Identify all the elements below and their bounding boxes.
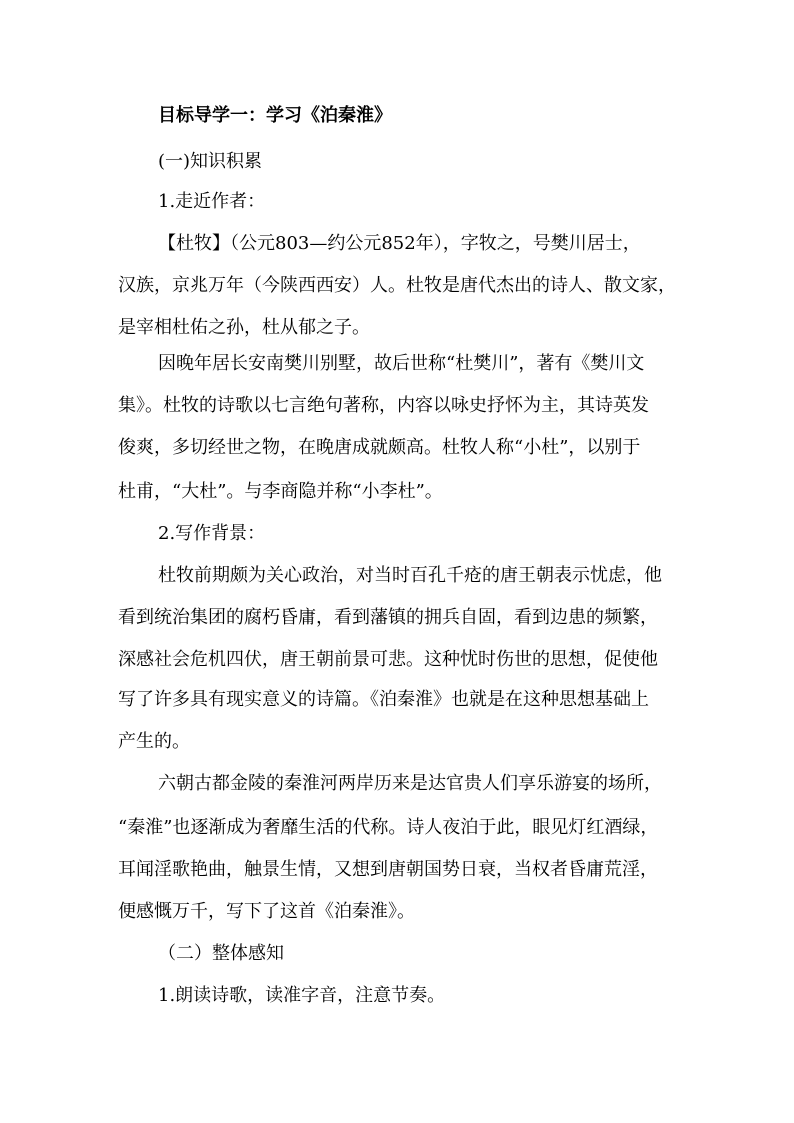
paragraph-line: 看到统治集团的腐朽昏庸，看到藩镇的拥兵自固，看到边患的频繁，: [118, 607, 658, 628]
section-heading: 目标导学一：学习《泊秦淮》: [158, 105, 392, 126]
item-title: 1.朗读诗歌，读准字音，注意节奏。: [158, 985, 446, 1006]
paragraph-line: 产生的。: [118, 731, 190, 752]
subsection-title: （二）整体感知: [158, 943, 284, 964]
paragraph-line: 杜牧前期颇为关心政治，对当时百孔千疮的唐王朝表示忧虑，他: [158, 565, 662, 586]
paragraph-line: 耳闻淫歌艳曲，触景生情，又想到唐朝国势日衰，当权者昏庸荒淫，: [118, 859, 658, 880]
paragraph-line: 集》。杜牧的诗歌以七言绝句著称，内容以咏史抒怀为主，其诗英发: [118, 395, 649, 416]
paragraph-line: 因晚年居长安南樊川别墅，故后世称“杜樊川”，著有《樊川文: [158, 353, 645, 374]
paragraph-line: 深感社会危机四伏，唐王朝前景可悲。这种忧时伤世的思想，促使他: [118, 649, 658, 670]
paragraph-line: 便感慨万千，写下了这首《泊秦淮》。: [118, 901, 415, 922]
paragraph-line: 是宰相杜佑之孙，杜从郁之子。: [118, 317, 370, 338]
paragraph-line: 六朝古都金陵的秦淮河两岸历来是达官贵人们享乐游宴的场所，: [158, 773, 662, 794]
paragraph-line: “秦淮”也逐渐成为奢靡生活的代称。诗人夜泊于此，眼见灯红酒绿，: [118, 817, 659, 838]
paragraph-line: 杜甫，“大杜”。与李商隐并称“小李杜”。: [118, 481, 443, 502]
paragraph-line: 俊爽，多切经世之物，在晚唐成就颇高。杜牧人称“小杜”，以别于: [118, 437, 641, 458]
subsection-title: (一)知识积累: [158, 151, 263, 172]
paragraph-line: 汉族，京兆万年（今陕西西安）人。杜牧是唐代杰出的诗人、散文家，: [118, 275, 676, 296]
paragraph-line: 写了许多具有现实意义的诗篇。《泊秦淮》也就是在这种思想基础上: [118, 689, 649, 710]
item-title: 2.写作背景：: [158, 523, 266, 544]
item-title: 1.走近作者：: [158, 191, 266, 212]
paragraph-line: 【杜牧】（公元803—约公元852年），字牧之，号樊川居士，: [158, 233, 641, 254]
